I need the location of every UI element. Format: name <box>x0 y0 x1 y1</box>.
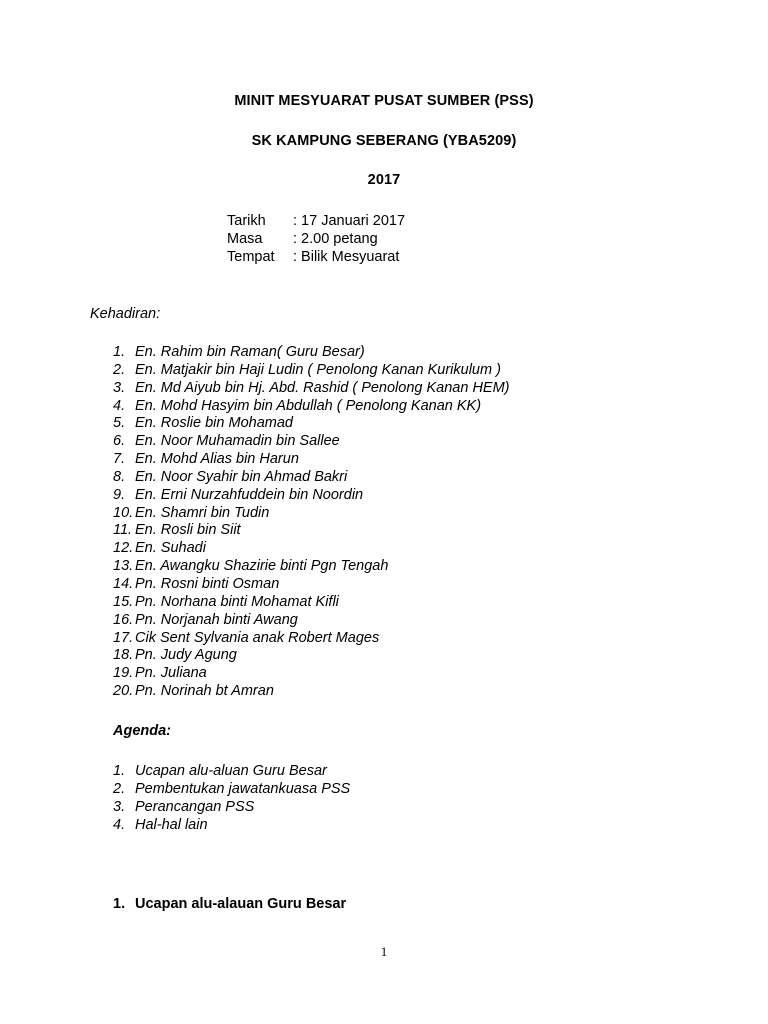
agenda-heading: Agenda: <box>113 723 171 739</box>
list-number: 1. <box>113 763 126 779</box>
attendance-heading: Kehadiran: <box>90 306 161 322</box>
list-number: 7. <box>113 451 126 468</box>
attendee-name: En. Shamri bin Tudin <box>135 504 270 521</box>
attendee-name: Pn. Norhana binti Mohamat Kifli <box>135 593 339 610</box>
list-item <box>113 505 510 523</box>
list-number: 4. <box>113 816 126 833</box>
list-number: 4. <box>113 397 126 414</box>
agenda-item-text: Ucapan alu-aluan Guru Besar <box>135 763 327 779</box>
list-number: 16. <box>113 611 134 628</box>
list-number: 15. <box>113 593 134 610</box>
attendee-name: En. Awangku Shazirie binti Pgn Tengah <box>135 558 389 575</box>
attendee-name: En. Suhadi <box>135 540 206 557</box>
list-number: 1. <box>113 344 126 360</box>
page-number: 1 <box>380 944 388 959</box>
document-year: 2017 <box>367 172 401 188</box>
list-item <box>113 344 510 362</box>
section-number: 1. <box>113 896 126 912</box>
list-item <box>113 576 510 594</box>
list-number: 9. <box>113 486 126 503</box>
document-title: MINIT MESYUARAT PUSAT SUMBER (PSS) <box>234 93 534 109</box>
attendee-name: En. Rosli bin Siit <box>135 522 241 539</box>
school-name: SK KAMPUNG SEBERANG (YBA5209) <box>251 133 517 149</box>
attendee-name: Pn. Rosni binti Osman <box>135 575 280 592</box>
list-item <box>113 817 350 835</box>
attendee-name: Pn. Norjanah binti Awang <box>135 611 298 628</box>
list-item <box>113 665 510 683</box>
list-number: 19. <box>113 665 134 682</box>
attendee-name: En. Matjakir bin Haji Ludin ( Penolong Kanan Kurikulum ) <box>135 361 501 378</box>
attendee-name: En. Md Aiyub bin Hj. Abd. Rashid ( Penolong Kanan HEM) <box>135 379 510 396</box>
attendee-name: En. Roslie bin Mohamad <box>135 415 293 432</box>
attendee-name: Pn. Norinah bt Amran <box>135 683 274 700</box>
list-number: 3. <box>113 798 126 815</box>
meta-value: : Bilik Mesyuarat <box>293 249 400 265</box>
list-number: 6. <box>113 433 126 450</box>
attendee-name: Cik Sent Sylvania anak Robert Mages <box>135 629 380 646</box>
list-number: 14. <box>113 575 134 592</box>
agenda-list <box>113 763 350 834</box>
agenda-item-text: Perancangan PSS <box>135 798 255 815</box>
list-number: 5. <box>113 415 126 432</box>
list-number: 13. <box>113 558 134 575</box>
meta-label: Masa <box>227 231 263 247</box>
attendance-list <box>113 344 510 701</box>
list-item <box>113 647 510 665</box>
attendee-name: En. Erni Nurzahfuddein bin Noordin <box>135 486 364 503</box>
list-item <box>113 630 510 648</box>
list-item <box>113 558 510 576</box>
meta-row-venue <box>227 248 405 266</box>
list-item <box>113 781 350 799</box>
meta-label: Tarikh <box>227 213 266 229</box>
list-number: 3. <box>113 379 126 396</box>
list-item <box>113 362 510 380</box>
list-item <box>113 540 510 558</box>
meta-row-date <box>227 212 405 230</box>
list-number: 2. <box>113 780 126 797</box>
list-item <box>113 612 510 630</box>
attendee-name: Pn. Juliana <box>135 665 207 682</box>
list-number: 18. <box>113 647 134 664</box>
list-item <box>113 594 510 612</box>
list-item <box>113 487 510 505</box>
list-number: 12. <box>113 540 134 557</box>
list-item <box>113 799 350 817</box>
meeting-details <box>227 212 405 266</box>
attendee-name: Pn. Judy Agung <box>135 647 237 664</box>
list-item <box>113 451 510 469</box>
section-heading <box>113 896 346 912</box>
attendee-name: En. Mohd Hasyim bin Abdullah ( Penolong Kanan KK) <box>135 397 482 414</box>
meta-value: : 17 Januari 2017 <box>293 213 406 229</box>
attendee-name: En. Noor Muhamadin bin Sallee <box>135 433 340 450</box>
list-number: 8. <box>113 468 126 485</box>
list-item <box>113 380 510 398</box>
list-item <box>113 522 510 540</box>
attendee-name: En. Mohd Alias bin Harun <box>135 451 299 468</box>
list-number: 11. <box>113 522 133 539</box>
list-item <box>113 683 510 701</box>
attendee-name: En. Noor Syahir bin Ahmad Bakri <box>135 468 348 485</box>
meta-row-time <box>227 230 405 248</box>
agenda-item-text: Pembentukan jawatankuasa PSS <box>135 780 351 797</box>
attendee-name: En. Rahim bin Raman( Guru Besar) <box>135 344 365 360</box>
list-item <box>113 469 510 487</box>
list-number: 2. <box>113 361 126 378</box>
meta-label: Tempat <box>227 249 275 265</box>
agenda-item-text: Hal-hal lain <box>135 816 208 833</box>
list-item <box>113 415 510 433</box>
meta-value: : 2.00 petang <box>293 231 378 247</box>
list-number: 20. <box>113 683 134 700</box>
list-item <box>113 398 510 416</box>
list-item <box>113 433 510 451</box>
list-number: 10. <box>113 504 134 521</box>
list-item <box>113 763 350 781</box>
section-title: Ucapan alu-alauan Guru Besar <box>135 896 347 912</box>
list-number: 17. <box>113 629 134 646</box>
